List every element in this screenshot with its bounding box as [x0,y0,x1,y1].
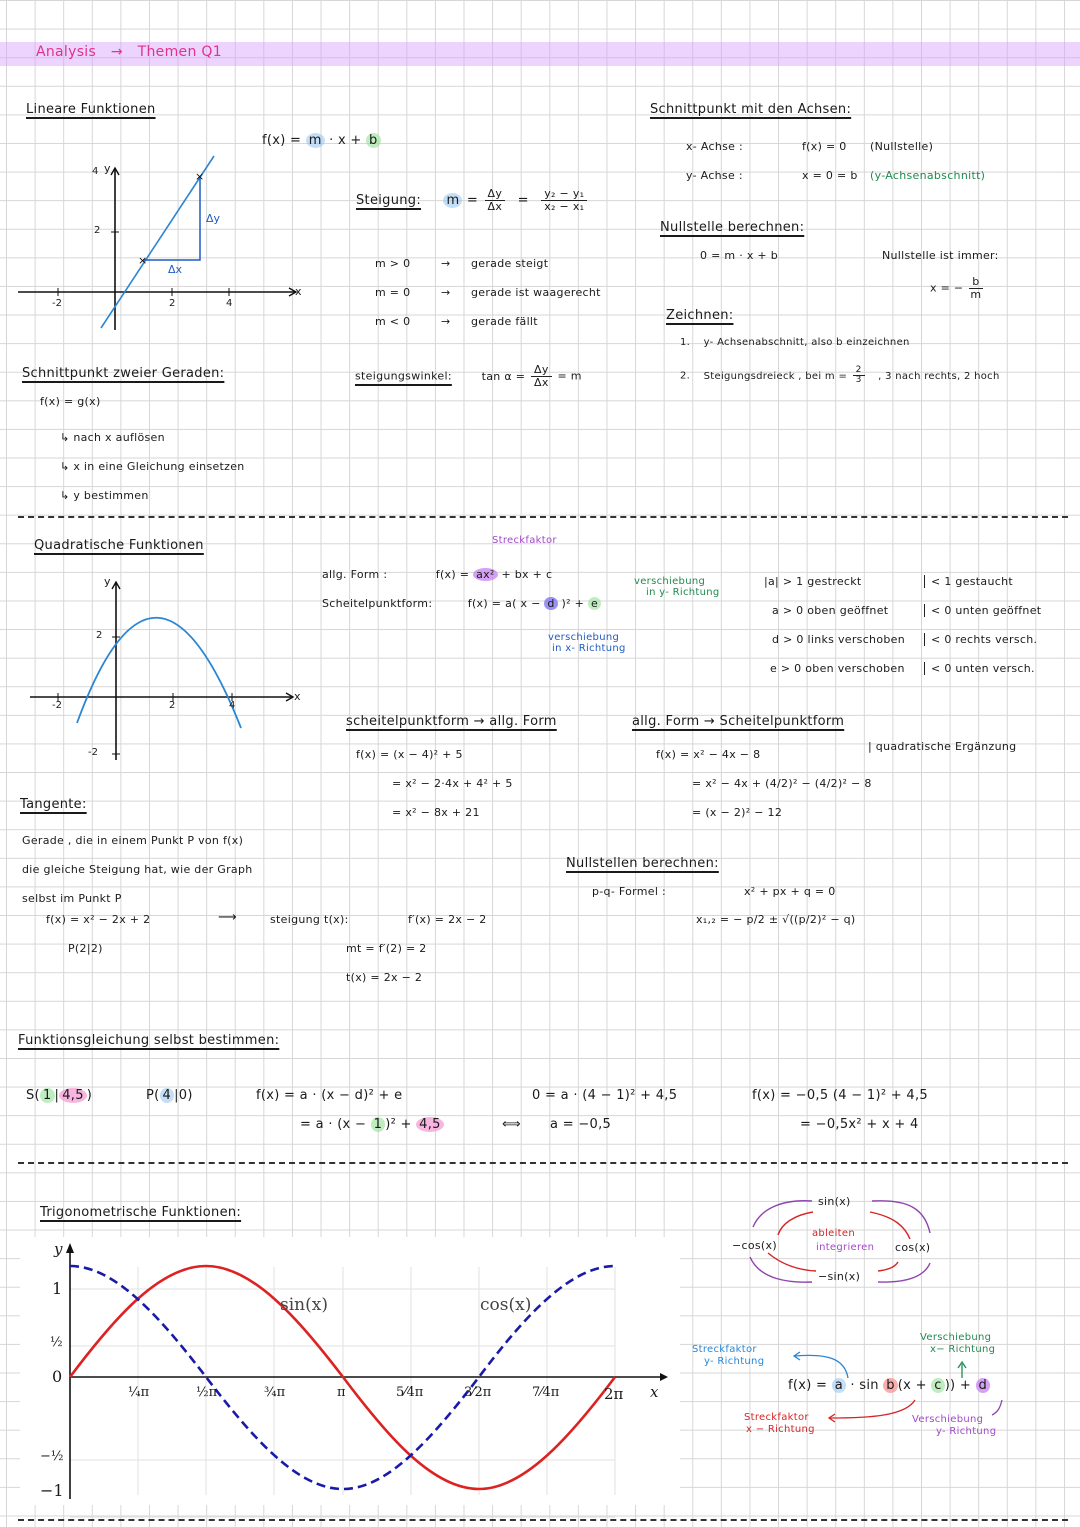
frac-den: m [970,288,982,301]
arrow-right-icon: → [441,286,451,299]
axis-cond: x = 0 = b [802,169,858,182]
prop-left: |a| > 1 gestreckt [764,575,862,588]
slope-formula [356,188,589,213]
prop-right: < 1 gestaucht [924,575,1013,588]
quad-general-form [322,568,552,581]
axis-note: (Nullstelle) [870,140,934,153]
step-item: ↳ y bestimmen [60,489,149,502]
x-tick-five-quarter-pi: 5⁄4π [396,1385,424,1400]
prop-right: < 0 rechts versch. [924,633,1037,646]
two-lines-steps [60,423,245,510]
quad-y-label: y [104,575,111,588]
label-line: Streckfaktor [744,1412,809,1423]
angle-fraction [531,364,552,389]
trig-label-c [920,1332,995,1356]
calc-line: = x² − 4x + (4/2)² − (4/2)² − 8 [692,777,872,790]
slope-angle [355,364,582,389]
linear-x-tick-4: 4 [226,298,233,309]
linear-x-label: x [295,285,302,298]
calc-line: = x² − 2·4x + 4² + 5 [392,777,513,790]
formula-b: b [366,133,381,148]
header-topic: Themen Q1 [137,44,222,60]
form-x-open: (x + [897,1378,927,1393]
trig-label-d [912,1414,996,1438]
general-to-vertex-steps [656,740,872,827]
pq-label: p-q- Formel : [592,885,667,898]
tangent-function: f(x) = x² − 2x + 2 [46,913,151,926]
step-text: y- Achsenabschnitt, also b einzeichnen [703,337,910,348]
frac-num: Δy [531,364,552,377]
equals-sign: = [517,193,529,208]
point-sep: | [54,1088,60,1103]
trig-y-label: y [54,1240,63,1258]
label-line: y- Richtung [704,1356,765,1367]
axis-cond: f(x) = 0 [802,140,847,153]
pq-solution: x₁,₂ = − p/2 ± √((p/2)² − q) [696,913,856,926]
slope-cases [375,249,601,336]
form-e: e [588,597,601,610]
slope-case [375,307,601,336]
formula-prefix: f(x) = [262,133,302,148]
frac-num: y₂ − y₁ [541,188,587,201]
point-x: 4 [160,1088,175,1103]
linear-y-label: y [104,162,111,175]
case-cond: m < 0 [375,315,411,328]
step-number: 2. [680,370,691,382]
tangent-result: t(x) = 2x − 2 [346,971,423,984]
zero-always-label: Nullstelle ist immer: [882,249,999,262]
linear-formula [262,133,381,148]
frac-den: Δx [534,376,549,389]
point-y: 4,5 [59,1088,87,1103]
cycle-integrate-label: integrieren [816,1242,875,1253]
slope-m: m [443,193,462,208]
frac-num: 2 [853,366,865,376]
section-title-tangent: Tangente: [20,797,87,812]
quad-x-tick-4: 4 [229,700,236,711]
prop-right: < 0 unten versch. [924,662,1035,675]
axis-name: y- Achse : [686,169,743,182]
linear-x-tick-2: 2 [169,298,176,309]
angle-lhs: tan α = [481,369,526,383]
arrow-long-right-icon: ⟶ [218,910,237,925]
form-plus: + [959,1378,972,1393]
title-vertex-to-general: scheitelpunktform → allg. Form [346,714,557,729]
form-sin: · sin [850,1378,879,1393]
angle-label: steigungswinkel: [355,369,452,383]
step-fraction [853,366,865,385]
determine-step-4: a = −0,5 [550,1117,612,1132]
label-line: y- Richtung [936,1426,997,1437]
y-tick-neg1: −1 [40,1481,64,1500]
cycle-neg-sin: −sin(x) [818,1270,861,1283]
delta-x-label: Δx [168,263,183,276]
determine-step-5: f(x) = −0,5 (4 − 1)² + 4,5 [752,1088,928,1103]
point-prefix: P( [146,1088,160,1103]
note-line: in x- Richtung [552,643,626,654]
equivalence-icon: ⟺ [502,1117,521,1132]
label-line: x− Richtung [930,1344,996,1355]
case-text: gerade ist waagerecht [471,286,601,299]
quad-x-label: x [294,690,301,703]
cycle-cos: cos(x) [895,1241,931,1254]
frac-num: b [969,276,982,289]
linear-x-tick-neg2: -2 [52,298,62,309]
desc-line: selbst im Punkt P [22,892,122,905]
step-tail: , 3 nach rechts, 2 hoch [878,370,1000,382]
step-number: 1. [680,337,691,348]
point-x: 1 [40,1088,55,1103]
formula-m: m [306,133,325,148]
streckfaktor-label: Streckfaktor [492,535,557,546]
trig-label-b [744,1412,815,1436]
y-tick-1: 1 [52,1279,63,1298]
determine-step-2 [300,1117,444,1132]
axis-intersection-rows [686,132,985,190]
calc-line: = (x − 2)² − 12 [692,806,783,819]
zero-lhs: x = − [930,281,964,295]
arrow-right-icon: → [110,44,123,60]
step-d: 1 [371,1117,386,1132]
cycle-sin: sin(x) [818,1195,851,1208]
linear-y-tick-4: 4 [92,166,99,177]
determine-step-1: f(x) = a · (x − d)² + e [256,1088,403,1103]
step-e: 4,5 [416,1117,444,1132]
given-point [146,1088,193,1103]
form-b: b [883,1378,898,1393]
step-text: Steigungsdreieck , bei m = [703,370,848,382]
y-tick-0: 0 [52,1367,63,1386]
frac-den: x₂ − x₁ [544,200,585,213]
frac-den: Δx [487,200,503,213]
frac-den: 3 [855,375,862,385]
equals-sign: = [466,193,479,208]
form-rest: + bx + c [501,568,553,581]
title-general-to-vertex: allg. Form → Scheitelpunktform [632,714,845,729]
section-title-draw: Zeichnen: [666,308,734,323]
quad-vertex-form [322,597,601,610]
slope-case [375,278,601,307]
zero-fraction [969,276,982,301]
arrow-right-icon: → [441,315,451,328]
prop-left: d > 0 links verschoben [772,633,905,646]
delta-y-label: Δy [206,212,221,225]
case-text: gerade steigt [471,257,549,270]
form-a: a [832,1378,846,1393]
note-line: in y- Richtung [646,587,720,598]
slope-fraction-delta [485,188,506,213]
prop-row [764,654,1041,683]
section-title-linear: Lineare Funktionen [26,102,156,117]
y-tick-neg-half: −½ [40,1449,64,1464]
calc-line: = x² − 8x + 21 [392,806,480,819]
step-item: ↳ x in eine Gleichung einsetzen [60,460,245,473]
prop-left: e > 0 oben verschoben [770,662,905,675]
axis-note: (y-Achsenabschnitt) [870,169,986,182]
tangent-mt: mt = f′(2) = 2 [346,942,427,955]
form-c: c [931,1378,944,1393]
linear-y-tick-2: 2 [94,225,101,236]
form-a: ax² [473,568,498,581]
draw-step-1 [680,337,910,348]
step-item: ↳ nach x auflösen [60,431,165,444]
quad-x-tick-2: 2 [169,700,176,711]
cos-legend-label: cos(x) [480,1295,532,1315]
arrow-right-icon: → [441,257,451,270]
section-divider [18,1519,1068,1521]
quadratic-completion-note: | quadratische Ergänzung [868,740,1017,753]
linear-graph [0,150,320,340]
trig-annotation-arrows [680,1320,1080,1460]
prop-row [764,567,1041,596]
section-title-quadratic: Quadratische Funktionen [34,538,204,553]
svg-text:×: × [195,170,205,183]
frac-num: Δy [485,188,506,201]
svg-text:×: × [138,254,148,267]
sin-legend-label: sin(x) [280,1295,328,1315]
desc-line: die gleiche Steigung hat, wie der Graph [22,863,253,876]
case-text: gerade fällt [471,315,538,328]
form-label: allg. Form : [322,568,388,581]
trig-chart-plot [20,1237,680,1505]
tangent-slope-label: steigung t(x): [270,913,349,926]
desc-line: Gerade , die in einem Punkt P von f(x) [22,834,244,847]
pq-equation: x² + px + q = 0 [744,885,836,898]
section-divider [18,516,1068,518]
note-y-shift [634,576,720,598]
x-tick-half-pi: ½π [196,1385,218,1400]
x-tick-quarter-pi: ¼π [128,1385,150,1400]
form-d: d [976,1378,991,1393]
angle-rhs: = m [557,369,582,383]
x-tick-seven-quarter-pi: 7⁄4π [532,1385,560,1400]
form-mid: )² + [561,597,585,610]
determine-step-3: 0 = a · (4 − 1)² + 4,5 [532,1088,678,1103]
form-prefix: f(x) = [435,568,470,581]
section-title-two-lines: Schnittpunkt zweier Geraden: [22,366,225,381]
cycle-derive-label: ableiten [812,1228,855,1239]
section-divider [18,1162,1068,1164]
axis-row [686,161,985,190]
tangent-point: P(2|2) [68,942,103,955]
section-title-trig: Trigonometrische Funktionen: [40,1205,242,1220]
section-title-roots: Nullstellen berechnen: [566,856,719,871]
note-line: verschiebung [634,576,706,587]
step-pre: = a · (x − [300,1117,367,1132]
section-title-determine: Funktionsgleichung selbst bestimmen: [18,1033,280,1048]
note-line: verschiebung [548,632,620,643]
header-breadcrumb [36,44,222,60]
form-close: )) [944,1378,956,1393]
vertex-point [26,1088,92,1103]
vertex-to-general-steps [356,740,513,827]
determine-step-6: = −0,5x² + x + 4 [800,1117,919,1132]
case-cond: m = 0 [375,286,411,299]
slope-case [375,249,601,278]
cycle-neg-cos: −cos(x) [732,1239,777,1252]
label-line: Streckfaktor [692,1344,757,1355]
point-suffix: ) [86,1088,93,1103]
zero-equation: 0 = m · x + b [700,249,779,262]
label-line: x − Richtung [746,1424,815,1435]
point-rest: |0) [174,1088,193,1103]
prop-row [764,625,1041,654]
x-tick-pi: π [337,1385,346,1400]
tangent-derivative: f′(x) = 2x − 2 [408,913,487,926]
x-tick-2pi: 2π [604,1385,624,1403]
trig-label-a [692,1344,764,1368]
axis-name: x- Achse : [686,140,744,153]
x-tick-three-quarter-pi: ¾π [264,1385,286,1400]
quad-y-tick-2: 2 [96,630,103,641]
form-d: d [544,597,557,610]
form-label: Scheitelpunktform: [322,597,433,610]
quadratic-graph [0,570,320,770]
draw-step-2 [680,366,1000,385]
header-subject: Analysis [36,44,97,60]
trig-chart [20,1237,680,1505]
two-lines-eq: f(x) = g(x) [40,395,101,408]
axis-row [686,132,985,161]
prop-left: a > 0 oben geöffnet [772,604,889,617]
label-line: Verschiebung [912,1414,984,1425]
step-mid: )² + [385,1117,412,1132]
calc-line: f(x) = x² − 4x − 8 [656,748,761,761]
point-prefix: S( [26,1088,40,1103]
formula-mid: · x + [329,133,362,148]
calc-line: f(x) = (x − 4)² + 5 [356,748,463,761]
form-prefix: f(x) = a( x − [467,597,541,610]
slope-fraction-points [541,188,587,213]
trig-x-label: x [650,1383,659,1401]
section-title-axis-intersection: Schnittpunkt mit den Achsen: [650,102,852,117]
quad-x-tick-neg2: -2 [52,700,62,711]
quad-y-tick-neg2: -2 [88,747,98,758]
y-tick-half: ½ [50,1335,63,1350]
prop-right: < 0 unten geöffnet [924,604,1041,617]
quad-properties [764,567,1041,683]
prop-row [764,596,1041,625]
slope-label: Steigung: [356,193,422,208]
note-x-shift [548,632,626,654]
tangent-description [22,826,253,913]
case-cond: m > 0 [375,257,411,270]
label-line: Verschiebung [920,1332,992,1343]
zero-always-formula [930,276,985,301]
x-tick-three-half-pi: 3⁄2π [464,1385,492,1400]
section-title-zero: Nullstelle berechnen: [660,220,805,235]
form-prefix: f(x) = [788,1378,828,1393]
